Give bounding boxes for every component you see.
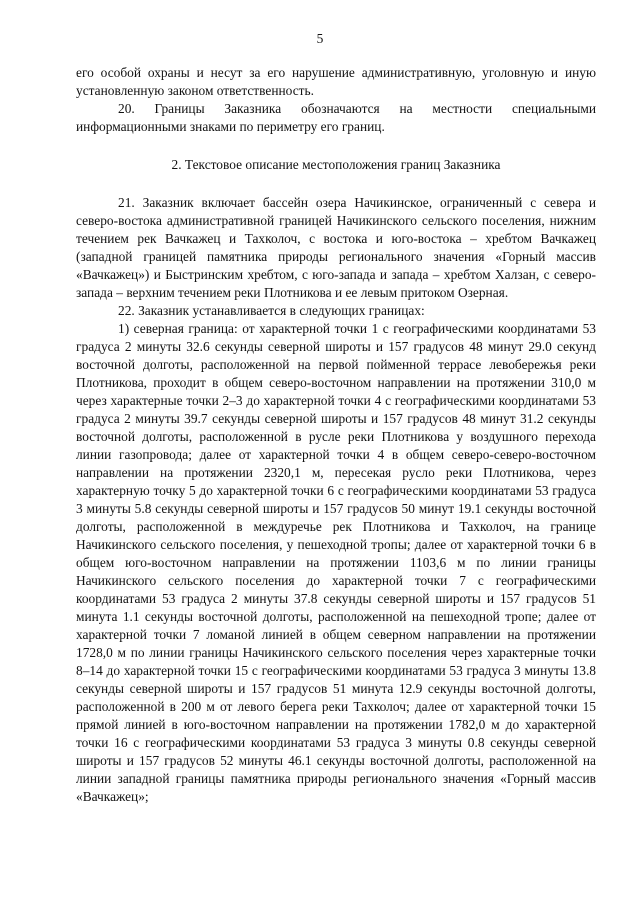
paragraph-continuation: его особой охраны и несут за его нарушение административную, уголовную и иную установленную законом ответственность. bbox=[76, 65, 596, 98]
paragraph-20: 20. Границы Заказника обозначаются на местности специальными информационными знаками по периметру его границ. bbox=[76, 101, 596, 134]
page-number: 5 bbox=[316, 31, 324, 46]
paragraph-22: 22. Заказник устанавливается в следующих границах: bbox=[118, 303, 425, 318]
paragraph-21: 21. Заказник включает бассейн озера Начикинское, ограниченный с севера и северо-востока административной границей Начикинского сельского поселения, нижним течением рек Вачкажец и Тахколоч, с востока и юго-востока – хребтом Вачкажец (западной границей памятника природы регионального значения «Горный массив «Вачкажец») и Быстринским хребтом, с юго-запада и запада – хребтом Халзан, с северо-запада – верхним течением реки Плотникова и ее левым притоком Озерная. bbox=[76, 195, 596, 300]
paragraph-22-item-1: 1) северная граница: от характерной точки 1 с географическими координатами 53 градуса 2 минуты 32.6 секунды северной широты и 157 градусов 48 минут 29.0 секунд восточной долготы, расположенной на первой пойменной террасе левобережья реки Плотникова, проходит в общем северо-восточном направлении на протяжении 310,0 м через характерные точки 2–3 до характерной точки 4 с географическими координатами 53 градуса 2 минуты 39.7 секунды северной широты и 157 градусов 48 минут 31.2 секунды восточной долготы, расположенной в русле реки Плотникова у воздушного перехода линии газопровода; далее от характерной точки 4 в общем северо-северо-восточном направлении на протяжении 2320,1 м, пересекая русло реки Плотникова, через характерную точку 5 до характерной точки 6 с географическими координатами 53 градуса 3 минуты 5.8 секунды северной широты и 157 градусов 50 минут 19.1 секунды восточной долготы, расположенной в междуречье рек Плотникова и Тахколоч, на границе Начикинского сельского поселения, у пешеходной тропы; далее от характерной точки 6 в общем юго-восточном направлении на протяжении 1103,6 м по линии границы Начикинского сельского поселения до характерной точки 7 с географическими координатами 53 градуса 2 минуты 37.8 секунды северной широты и 157 градусов 51 минута 1.1 секунды восточной долготы, расположенной на пешеходной тропе; далее от характерной точки 7 ломаной линией в общем северном направлении на протяжении 1728,0 м по линии границы Начикинского сельского поселения через характерные точки 8–14 до характерной точки 15 с географическими координатами 53 градуса 3 минуты 13.8 секунды северной широты и 157 градусов 51 минута 12.9 секунды восточной долготы, расположенной в 200 м от левого берега реки Тахколоч; далее от характерной точки 15 прямой линией в юго-восточном направлении на протяжении 1782,0 м до характерной точки 16 с географическими координатами 53 градуса 3 минуты 0.8 секунды северной широты и 157 градусов 52 минуты 46.1 секунды восточной долготы, расположенной на линии западной границы памятника природы регионального значения «Горный массив «Вачкажец»; bbox=[76, 321, 596, 804]
section-heading: 2. Текстовое описание местоположения границ Заказника bbox=[171, 157, 501, 172]
document-body bbox=[76, 64, 596, 806]
